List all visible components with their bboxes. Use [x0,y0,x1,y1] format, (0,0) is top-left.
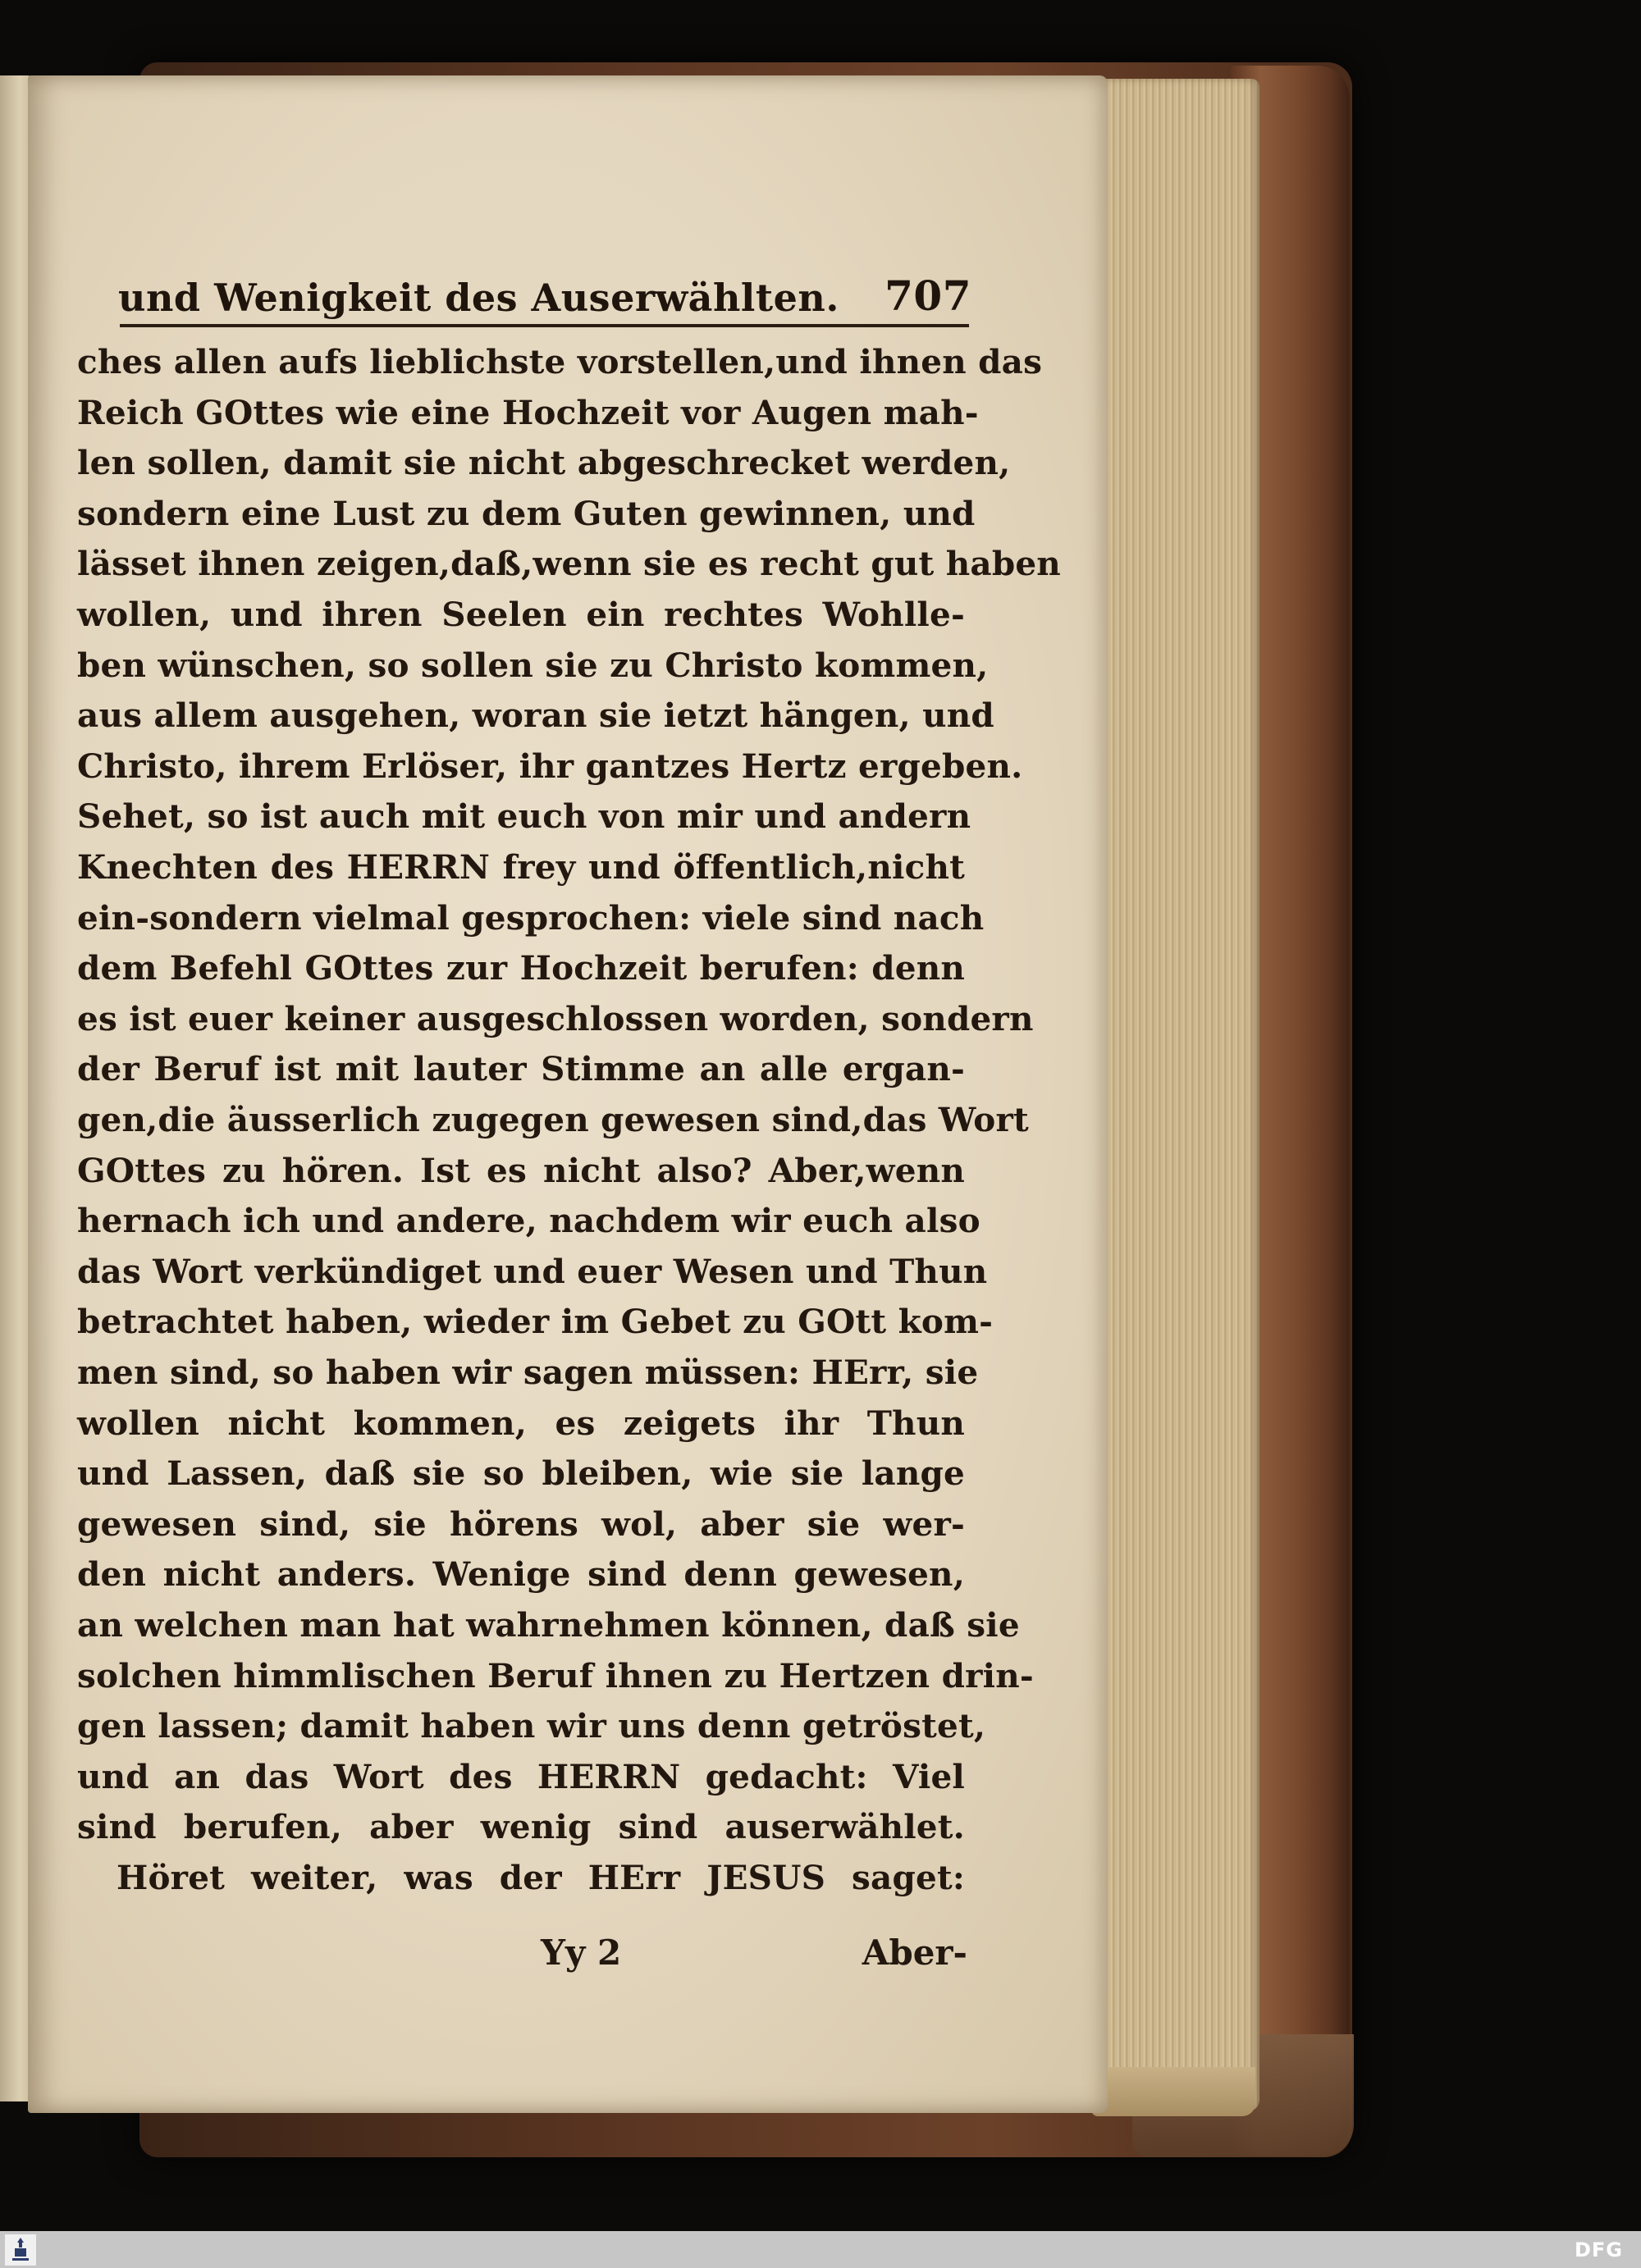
text-line: an welchen man hat wahrnehmen können, daß sie [77,1605,1020,1645]
head-rule [120,324,969,327]
dfg-credit[interactable]: DFG [1574,2238,1623,2261]
text-line: aus allem ausgehen, woran sie ietzt hängen, und [77,696,994,736]
text-line: Sehet, so ist auch mit euch von mir und andern [77,796,971,837]
text-line: sondern eine Lust zu dem Guten gewinnen, und [77,493,976,533]
text-line: dem Befehl GOttes zur Hochzeit berufen: denn [77,948,965,988]
text-line: der Beruf ist mit lauter Stimme an alle ergan- [77,1049,965,1089]
text-line: ches allen aufs lieblichste vorstellen,und ihnen das [77,342,1043,381]
text-line: lässet ihnen zeigen,daß,wenn sie es recht gut haben [77,544,1061,584]
text-line: len sollen, damit sie nicht abgeschrecket werden, [77,443,1011,483]
text-line: und an das Wort des HERRN gedacht: Viel [77,1756,965,1796]
text-line: das Wort verkündiget und euer Wesen und Thun [77,1251,988,1291]
text-line: Christo, ihrem Erlöser, ihr gantzes Hertz ergeben. [77,746,1023,786]
text-line: GOttes zu hören. Ist es nicht also? Aber,wenn [77,1150,965,1190]
text-line: wollen, und ihren Seelen ein rechtes Wohlle- [77,595,965,634]
text-line: solchen himmlischen Beruf ihnen zu Hertzen drin- [77,1655,1034,1695]
library-logo-icon[interactable] [5,2234,36,2266]
text-line: gewesen sind, sie hörens wol, aber sie wer- [77,1504,965,1544]
text-line: ein-sondern vielmal gesprochen: viele sind nach [77,897,985,938]
text-line: hernach ich und andere, nachdem wir euch also [77,1201,980,1241]
text-line: men sind, so haben wir sagen müssen: HErr, sie [77,1353,979,1392]
text-line: wollen nicht kommen, es zeigets ihr Thun [77,1403,965,1443]
catchword: Aber- [862,1933,967,1973]
text-line: Reich GOttes wie eine Hochzeit vor Augen mah- [77,392,979,432]
text-line: ben wünschen, so sollen sie zu Christo kommen, [77,645,989,685]
page-block-edges [1083,79,1259,2111]
text-line: es ist euer keiner ausgeschlossen worden, sondern [77,998,1034,1038]
running-head-title: und Wenigkeit des Auserwählten. [118,276,839,320]
text-line: sind berufen, aber wenig sind auserwählet. [77,1807,965,1847]
page-footer [77,1933,967,1990]
text-line: und Lassen, daß sie so bleiben, wie sie lange [77,1453,965,1494]
viewer-footer-bar [0,2231,1641,2268]
text-line: den nicht anders. Wenige sind denn gewesen, [77,1554,965,1595]
page-block-bottom [1091,2067,1255,2116]
text-line: gen,die äusserlich zugegen gewesen sind,das Wort [77,1100,1029,1139]
page-number: 707 [884,272,971,320]
text-line: gen lassen; damit haben wir uns denn getröstet, [77,1706,986,1746]
book-page [28,75,1108,2113]
text-line: betrachtet haben, wieder im Gebet zu GOtt kom- [77,1302,994,1342]
text-line: Höret weiter, was der HErr JESUS saget: [117,1858,965,1897]
running-head [118,258,971,320]
signature-mark: Yy 2 [541,1933,622,1973]
text-line: Knechten des HERRN frey und öffentlich,nicht [77,847,965,887]
